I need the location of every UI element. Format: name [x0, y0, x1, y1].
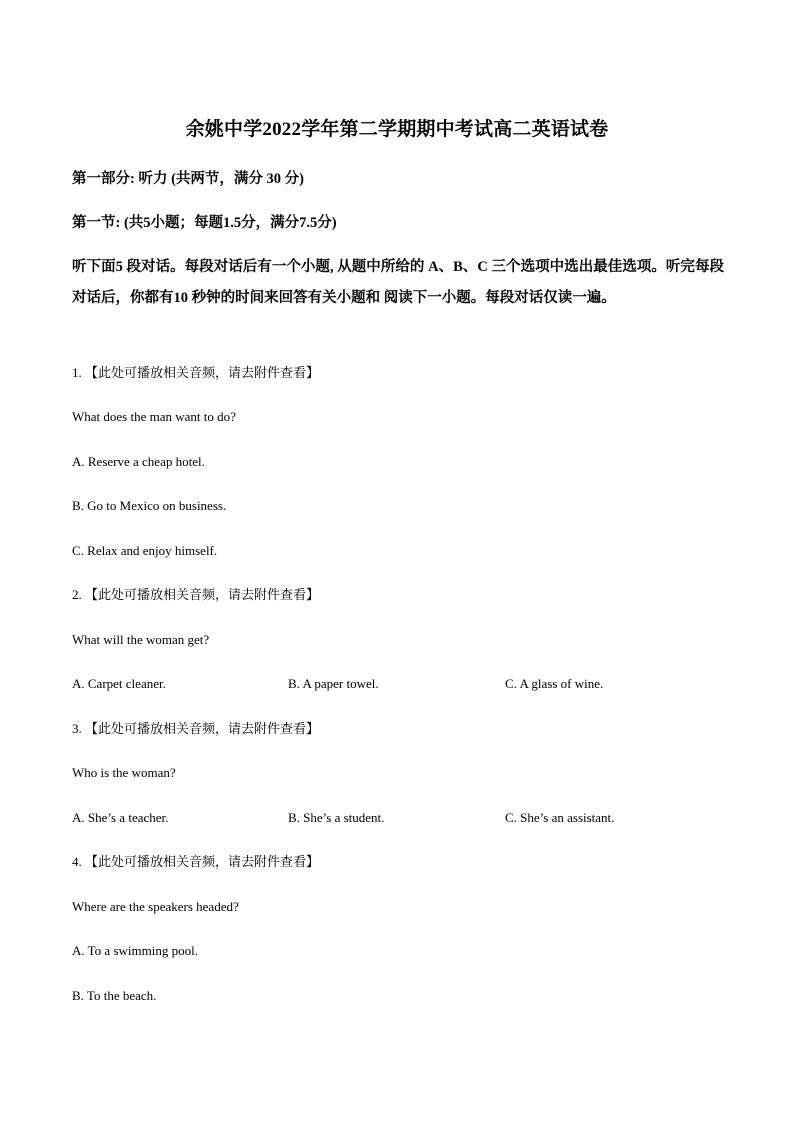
- question-header: 2. 【此处可播放相关音频，请去附件查看】: [72, 587, 320, 602]
- option-b: B. She’s a student.: [288, 810, 385, 825]
- part-heading: 第一部分: 听力 (共两节，满分 30 分): [72, 171, 304, 187]
- question-header: 3. 【此处可播放相关音频，请去附件查看】: [72, 721, 320, 736]
- page-title: 余姚中学2022学年第二学期期中考试高二英语试卷: [185, 119, 609, 140]
- option-a: A. She’s a teacher.: [72, 810, 169, 825]
- question-stem: What will the woman get?: [72, 632, 210, 647]
- option-b: B. To the beach.: [72, 988, 157, 1003]
- option-a: A. To a swimming pool.: [72, 943, 198, 958]
- option-b: B. A paper towel.: [288, 676, 379, 691]
- section-heading: 第一节: (共5小题；每题1.5分，满分7.5分): [72, 215, 337, 231]
- question-stem: Who is the woman?: [72, 765, 176, 780]
- option-b: B. Go to Mexico on business.: [72, 498, 227, 513]
- option-a: A. Reserve a cheap hotel.: [72, 454, 205, 469]
- option-c: C. A glass of wine.: [505, 676, 604, 691]
- option-a: A. Carpet cleaner.: [72, 676, 166, 691]
- question-stem: Where are the speakers headed?: [72, 899, 239, 914]
- question-header: 1. 【此处可播放相关音频，请去附件查看】: [72, 365, 320, 380]
- option-c: C. Relax and enjoy himself.: [72, 543, 218, 558]
- option-c: C. She’s an assistant.: [505, 810, 615, 825]
- question-stem: What does the man want to do?: [72, 409, 236, 424]
- question-header: 4. 【此处可播放相关音频，请去附件查看】: [72, 854, 320, 869]
- instructions: 听下面5 段对话。每段对话后有一个小题, 从题中所给的 A、B、C 三个选项中选出最佳选项。听完每段对话后，你都有10 秒钟的时间来回答有关小题和 阅读下一小题。每段对话仅读一遍。: [72, 259, 724, 306]
